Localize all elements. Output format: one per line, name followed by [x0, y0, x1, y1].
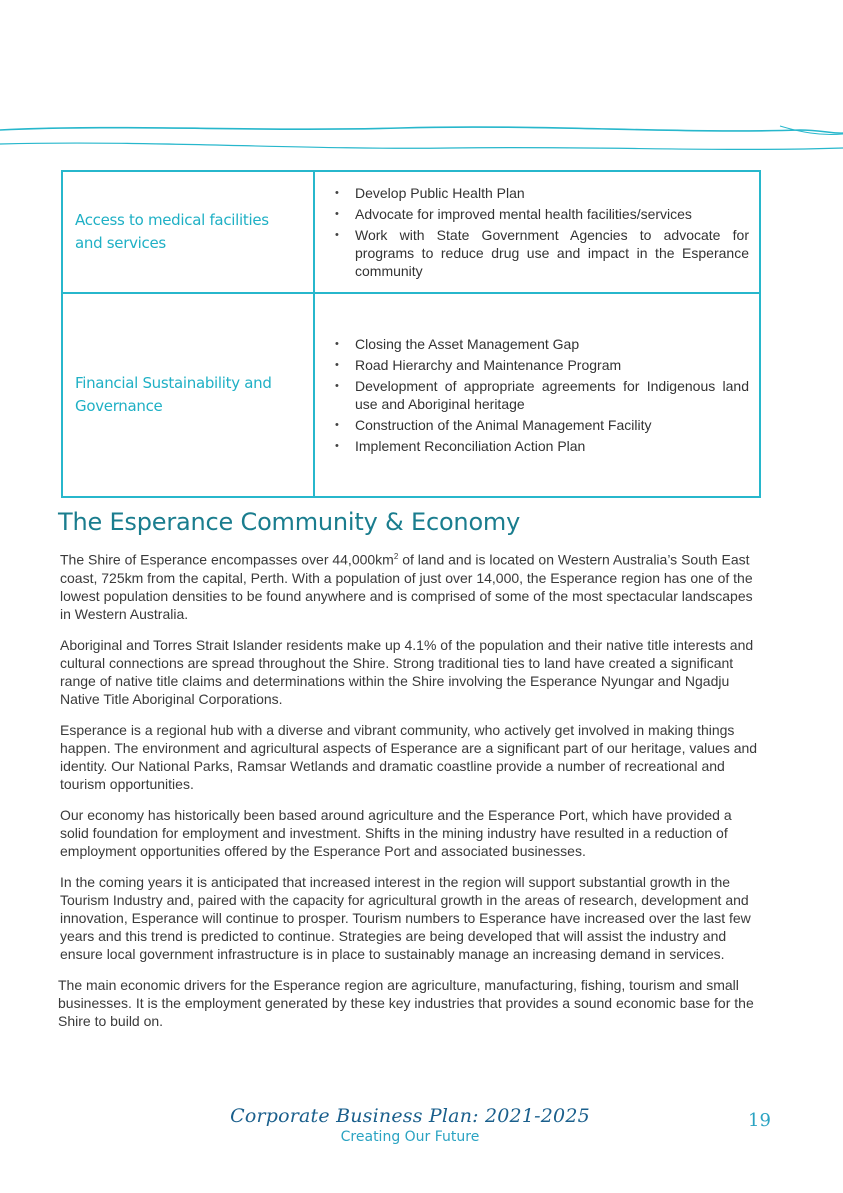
action-item: • Construction of the Animal Management Facility	[335, 416, 749, 434]
paragraph: In the coming years it is anticipated that increased interest in the region will support substantial growth in the Tourism Industry and, paired with the capacity for agricultural growth in the areas of research, development and innovation, Esperance will continue to prosper. Tourism numbers to Esperance have increased over the last few years and this trend is predicted to continue. Strategies are being developed that will assist the industry and ensure local government infrastructure is in place to sustainably manage an increasing demand in services.	[60, 873, 751, 962]
section-heading: The Esperance Community & Economy	[58, 508, 521, 536]
section-body	[60, 548, 762, 1043]
paragraph-text: The Shire of Esperance encompasses over 44,000km	[60, 551, 394, 568]
actions-list	[335, 332, 749, 458]
action-item: • Work with State Government Agencies to advocate for programs to reduce drug use and impact in the Esperance community	[335, 226, 749, 280]
action-item: • Closing the Asset Management Gap	[335, 335, 749, 353]
action-item: • Advocate for improved mental health facilities/services	[335, 205, 749, 223]
paragraph	[60, 548, 762, 623]
action-item: • Develop Public Health Plan	[335, 184, 749, 202]
paragraph: Esperance is a regional hub with a diverse and vibrant community, who actively get involved in making things happen. The environment and agricultural aspects of Esperance are a significant part of our heritage, values and identity. Our National Parks, Ramsar Wetlands and dramatic coastline provide a number of recreational and tourism opportunities.	[60, 721, 758, 792]
table-row	[63, 294, 759, 496]
action-item: • Development of appropriate agreements for Indigenous land use and Aboriginal heritage	[335, 377, 749, 413]
actions-list	[335, 181, 749, 283]
page-number: 19	[748, 1110, 771, 1131]
focus-area-cell	[63, 172, 313, 292]
page-footer	[230, 1105, 590, 1145]
superscript: 2	[393, 552, 399, 561]
footer-title: Corporate Business Plan: 2021-2025	[230, 1105, 590, 1127]
focus-area-label: Access to medical facilities and services	[75, 211, 269, 252]
focus-area-label: Financial Sustainability and Governance	[75, 374, 272, 415]
paragraph: Aboriginal and Torres Strait Islander residents make up 4.1% of the population and their native title interests and cultural connections are spread throughout the Shire. Strong traditional ties to land have created a significant range of native title claims and determinations within the Shire involving the Esperance Nyungar and Ngadju Native Title Aboriginal Corporations.	[60, 636, 754, 707]
paragraph: Our economy has historically been based around agriculture and the Esperance Port, which have provided a solid foundation for employment and investment. Shifts in the mining industry have resulted in a reduction of employment opportunities offered by the Esperance Port and associated businesses.	[60, 806, 732, 859]
paragraph-text: of land and is located on Western Australia’s South East coast, 725km from the capital, Perth. With a population of just over 14,000, the Esperance region has one of the lowest population densities to be found anywhere and is comprised of some of the most spectacular landscapes in Western Australia.	[60, 551, 753, 622]
action-item: • Implement Reconciliation Action Plan	[335, 437, 749, 455]
actions-cell	[315, 294, 759, 496]
actions-cell	[315, 172, 759, 292]
strategy-table	[61, 170, 761, 498]
paragraph: The main economic drivers for the Esperance region are agriculture, manufacturing, fishing, tourism and small businesses. It is the employment generated by these key industries that provides a sound economic base for the Shire to build on.	[58, 976, 754, 1029]
focus-area-cell	[63, 294, 313, 496]
table-row	[63, 172, 759, 294]
footer-subtitle: Creating Our Future	[340, 1129, 480, 1145]
action-item: • Road Hierarchy and Maintenance Program	[335, 356, 749, 374]
decorative-wave-line	[0, 118, 843, 162]
